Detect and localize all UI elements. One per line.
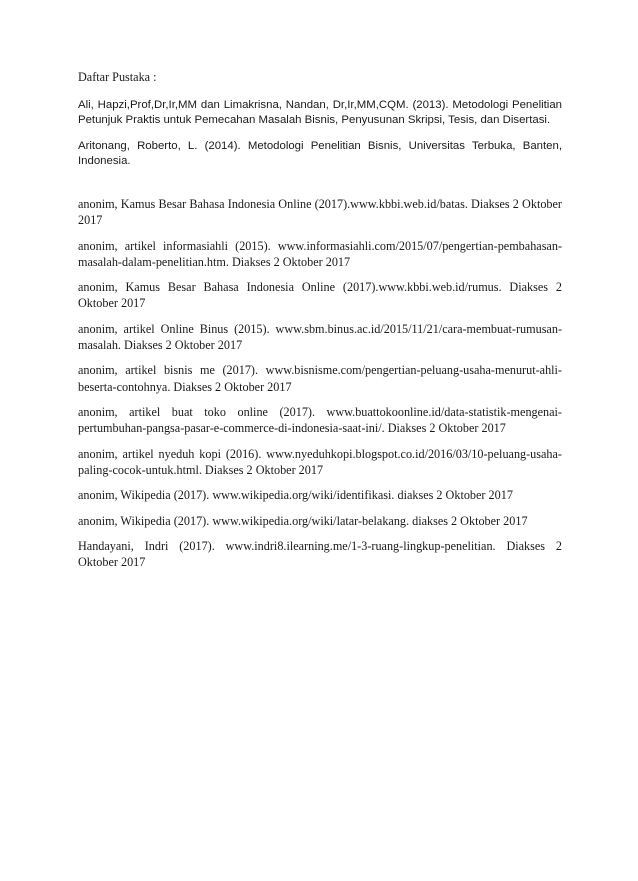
reference-entry: Aritonang, Roberto, L. (2014). Metodologi Penelitian Bisnis, Universitas Terbuka, Banten, Indonesia. bbox=[78, 140, 562, 167]
reference-entry: Ali, Hapzi,Prof,Dr,Ir,MM dan Limakrisna, Nandan, Dr,Ir,MM,CQM. (2013). Metodologi Penelitian Petunjuk Praktis untuk Pemecahan Masalah Bisnis, Penyusunan Skripsi, Tesis, dan Disertasi. bbox=[78, 99, 562, 126]
document-page bbox=[78, 70, 562, 580]
reference-entry: anonim, Kamus Besar Bahasa Indonesia Online (2017).www.kbbi.web.id/rumus. Diakses 2 Oktober 2017 bbox=[78, 280, 562, 311]
reference-entry: anonim, artikel buat toko online (2017). www.buattokoonline.id/data-statistik-mengenai-pertumbuhan-pangsa-pasar-e-commerce-di-indonesia-saat-ini/. Diakses 2 Oktober 2017 bbox=[78, 404, 562, 436]
reference-entry: anonim, Wikipedia (2017). www.wikipedia.org/wiki/identifikasi. diakses 2 Oktober 2017 bbox=[78, 488, 513, 503]
reference-entry: anonim, artikel informasiahli (2015). www.informasiahli.com/2015/07/pengertian-pembahasan-masalah-dalam-penelitian.htm. Diakses 2 Oktober 2017 bbox=[78, 238, 562, 269]
reference-entry: anonim, Wikipedia (2017). www.wikipedia.org/wiki/latar-belakang. diakses 2 Oktober 2017 bbox=[78, 513, 528, 528]
bibliography-heading: Daftar Pustaka : bbox=[78, 70, 157, 84]
reference-entry: Handayani, Indri (2017). www.indri8.ilearning.me/1-3-ruang-lingkup-penelitian. Diakses 2 Oktober 2017 bbox=[78, 538, 562, 570]
reference-entry: anonim, artikel Online Binus (2015). www.sbm.binus.ac.id/2015/11/21/cara-membuat-rumusan-masalah. Diakses 2 Oktober 2017 bbox=[78, 321, 562, 352]
section-spacer bbox=[78, 180, 562, 196]
reference-entry: anonim, artikel nyeduh kopi (2016). www.nyeduhkopi.blogspot.co.id/2016/03/10-peluang-usaha-paling-cocok-untuk.html. Diakses 2 Oktober 2017 bbox=[78, 446, 562, 477]
reference-entry: anonim, artikel bisnis me (2017). www.bisnisme.com/pengertian-peluang-usaha-menurut-ahli-beserta-contohnya. Diakses 2 Oktober 2017 bbox=[78, 363, 562, 394]
reference-entry: anonim, Kamus Besar Bahasa Indonesia Online (2017).www.kbbi.web.id/batas. Diakses 2 Oktober 2017 bbox=[78, 197, 562, 228]
